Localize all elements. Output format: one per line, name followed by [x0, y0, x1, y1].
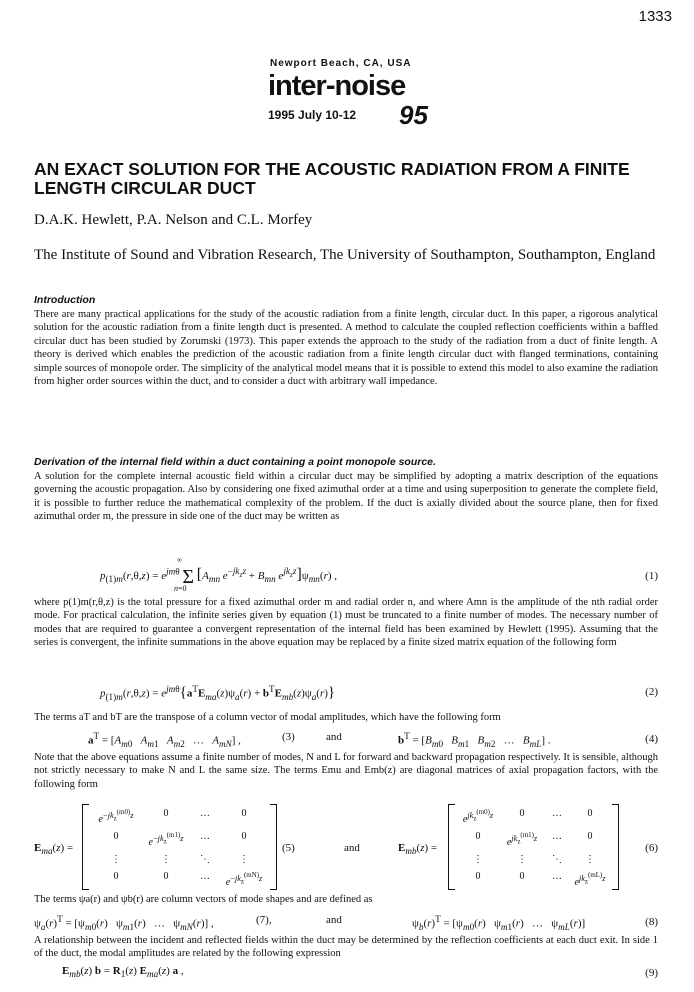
- note-paragraph: Note that the above equations assume a finite number of modes, N and L for forward and backward propagation respectively. It is sensible, although not strictly necessary to make N and L the same size. The terms Emu and Emb(z) are diagonal matrices of axial propagation factors, with the following form: [34, 752, 658, 790]
- page-number: 1333: [638, 8, 672, 25]
- conference-location: Newport Beach, CA, USA: [270, 58, 412, 69]
- equation-7-number: (7),: [256, 914, 272, 926]
- derivation-paragraph: A solution for the complete internal acoustic field within a circular duct may be simplified by adopting a matrix description of the equations governing the acoustic propagation. Also by considering one fixed azimuthal order at a time and using superposition to generate the complete field, it is possible to further reduce the mathematical complexity of the problem. If the duct is axially divided about the source plane, then for fixed azimuthal order m, the pressure in side one of the duct may be written as: [34, 471, 658, 523]
- equation-5-lhs: $E_{ma}(z)$ =: [34, 842, 74, 857]
- paper-authors: D.A.K. Hewlett, P.A. Nelson and C.L. Morfey: [34, 212, 313, 228]
- and-word-3: and: [326, 914, 342, 926]
- and-word-1: and: [326, 731, 342, 743]
- equation-4: $b^T = [B_{m0}$ $B_{m1}$ $B_{m2}$ … $B_{mL}$] .: [398, 731, 551, 749]
- matrix-5-right-bracket: [270, 804, 277, 890]
- conference-date: 1995 July 10-12: [268, 108, 357, 122]
- matrix-6-body: $e^{jk_z^{(m0)}z}$ 0 … 0 0 $e^{jk_z^{(m1)}z}$ … 0 ⋮ ⋮ ⋱ ⋮ 0 0 … $e^{jk_z^{(mL)}z}$: [462, 808, 606, 889]
- sum-lower-limit: n=0: [174, 584, 187, 593]
- paper-institution: The Institute of Sound and Vibration Research, The University of Southampton, Southampton, England: [34, 247, 656, 263]
- after-eq1-paragraph: where p(1)m(r,θ,z) is the total pressure for a fixed azimuthal order m and radial order n, and where Amn is the amplitude of the nth radial order mode. For practical calculation, the infinite series given by equation (1) must be truncated to a finite number of modes. The necessary number of modes that are required to guarantee a convergent representation of the internal field has been examined by Hewlett (1995). Assuming that the series is convergent, the infinite summations in the above equation may be replaced by a finite sized matrix equation of the following form: [34, 597, 658, 649]
- equation-6-lhs: $E_{mb}(z)$ =: [398, 842, 438, 857]
- equation-1-number: (1): [645, 570, 658, 582]
- equation-3-number: (3): [282, 731, 295, 743]
- equation-2-number: (2): [645, 686, 658, 698]
- matrix-5-left-bracket: [82, 804, 89, 890]
- matrix-6-right-bracket: [612, 804, 619, 890]
- equation-2: $p_{(1)m}(r,\theta,z) = e^{jm\theta}\{a^TE_{ma}(z)\psi_a(r) + b^TE_{mb}(z)\psi_a(r)\}$: [100, 684, 336, 702]
- equation-3: $a^T = [A_{m0}$ $A_{m1}$ $A_{m2}$ … $A_{mN}$] ,: [88, 731, 241, 749]
- matrix-6-left-bracket: [448, 804, 455, 890]
- terms-paragraph: The terms aT and bT are the transpose of a column vector of modal amplitudes, which have the following form: [34, 712, 501, 723]
- equation-8-number: (8): [645, 916, 658, 928]
- equation-9-number: (9): [645, 967, 658, 979]
- equation-8: $\psi_b(r)^T = [\psi_{m0}(r)$ $\psi_{m1}(r)$ … $\psi_{mL}(r)$]: [412, 914, 586, 932]
- intro-heading: Introduction: [34, 294, 96, 306]
- equation-6-number: (6): [645, 842, 658, 854]
- equation-9: $E_{mb}(z) b = R_1(z)$ $E_{ma}(z)$ a ,: [62, 965, 184, 980]
- conference-logo: inter-noise: [268, 70, 406, 102]
- equation-5-number: (5): [282, 842, 295, 854]
- intro-paragraph: There are many practical applications for the study of the acoustic radiation from a finite length, circular duct. In this paper, a rigorous analytical solution for the acoustic radiation from a finite length duct is presented. A method to calculate the coupled reflection coefficients within a baffled circular duct has been studied by Zorumski (1973). This paper extends the approach to the study of the radiation from a duct of finite length. A theory is derived which enables the prediction of the acoustic radiation from a finite length circular duct with flanged terminations, containing simple sources of monopole order. The simplicity of the analytical model means that it is possible to extend this model to also examine the radiation from higher order sources within the duct, and to consider a duct with arbitrary wall impedance.: [34, 309, 658, 388]
- relation-paragraph: A relationship between the incident and reflected fields within the duct may be determined by the reflection coefficients at each duct exit. In side 1 of the duct, the modal amplitudes are related by the following expression: [34, 935, 658, 960]
- derivation-heading: Derivation of the internal field within a duct containing a point monopole source.: [34, 456, 436, 468]
- conference-year: 95: [399, 100, 428, 130]
- equation-7: $\psi_a(r)^T = [\psi_{m0}(r)$ $\psi_{m1}(r)$ … $\psi_{mN}(r)$] ,: [34, 914, 214, 932]
- sum-upper-limit: ∞: [177, 556, 182, 564]
- equation-1: $p_{(1)m}(r,\theta,z) = e^{jm\theta}$ Σ [$A_{mn}$ $e^{-jk_zz} + B_{mn}$ $e^{jk_zz}]\psi_{mn}(r)$ ,: [100, 566, 338, 588]
- paper-title: AN EXACT SOLUTION FOR THE ACOUSTIC RADIATION FROM A FINITE LENGTH CIRCULAR DUCT: [34, 159, 630, 198]
- equation-4-number: (4): [645, 733, 658, 745]
- and-word-2: and: [344, 842, 360, 854]
- matrix-5-body: $e^{-jk_z^{(m0)}z}$ 0 … 0 0 $e^{-jk_z^{(m1)}z}$ … 0 ⋮ ⋮ ⋱ ⋮ 0 0 … $e^{-jk_z^{(mN)}z}$: [98, 808, 263, 889]
- psi-paragraph: The terms ψa(r) and ψb(r) are column vectors of mode shapes and are defined as: [34, 894, 373, 905]
